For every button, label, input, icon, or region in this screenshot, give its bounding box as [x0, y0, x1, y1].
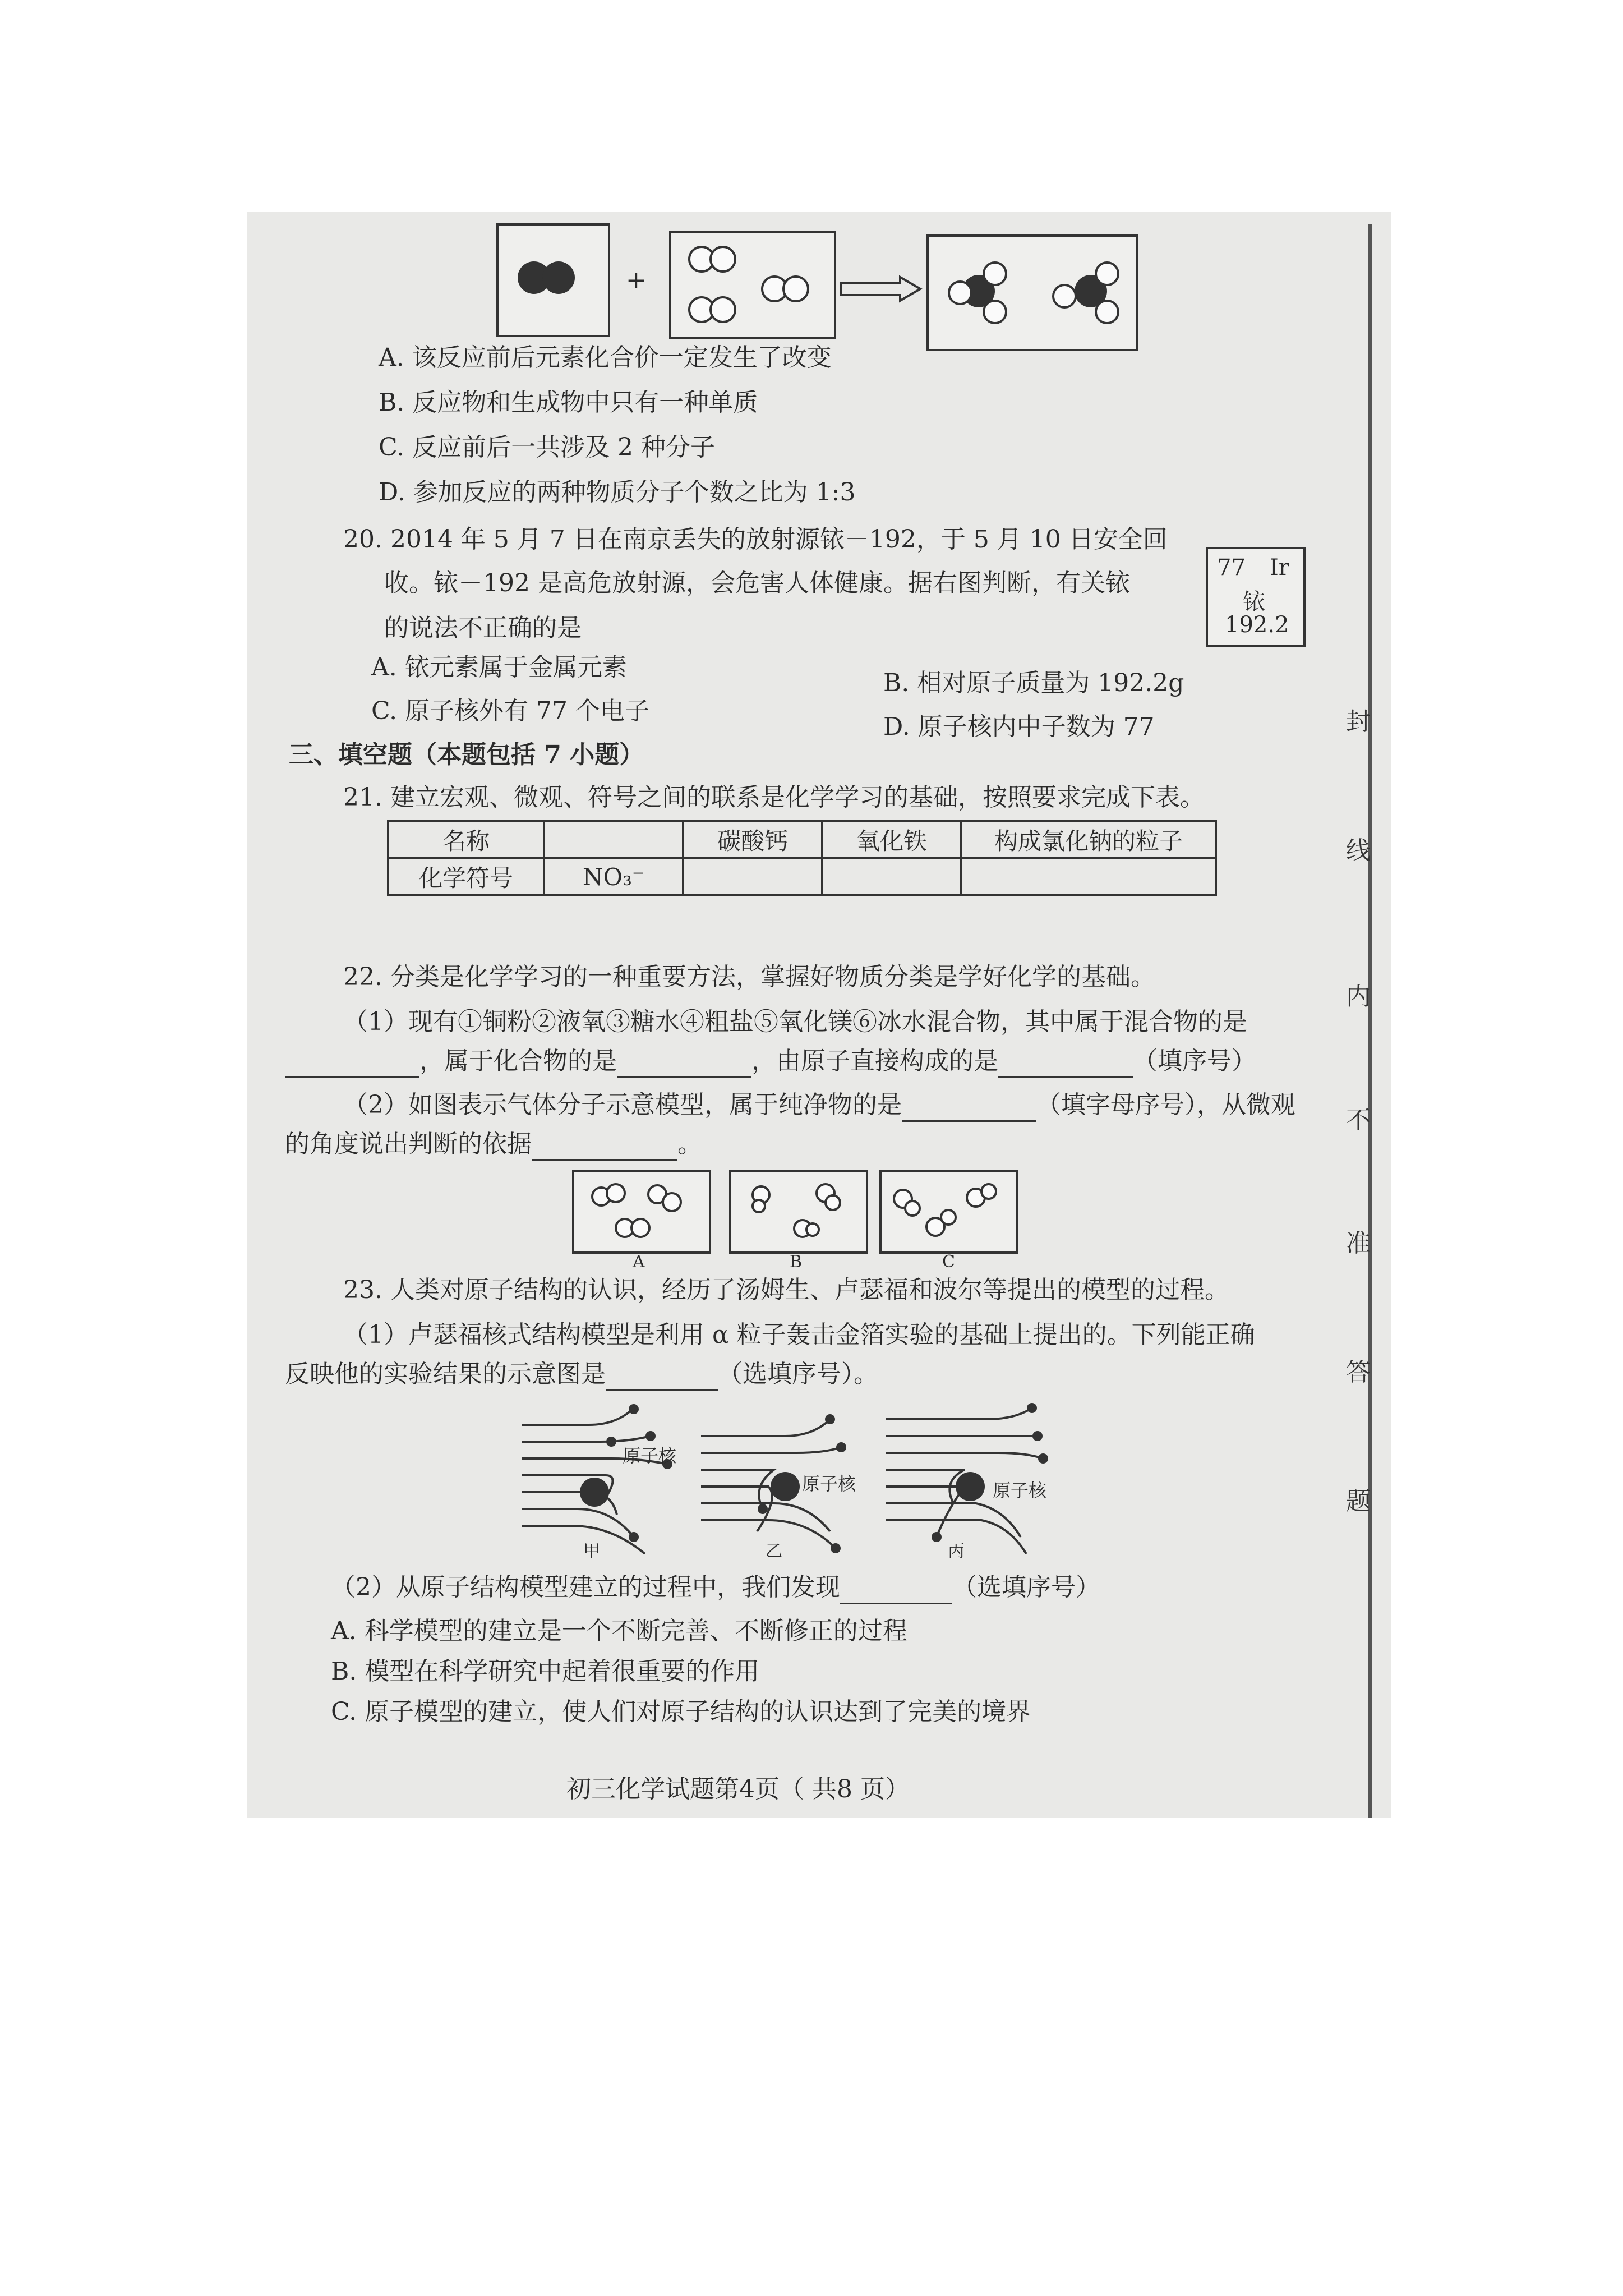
q23-part1-line2 — [285, 1358, 878, 1391]
scattering-diagram-bing — [886, 1397, 1054, 1554]
q23-option-c: C. 原子模型的建立，使人们对原子结构的认识达到了完美的境界 — [331, 1697, 1031, 1726]
q21-text: 21. 建立宏观、微观、符号之间的联系是化学学习的基础，按照要求完成下表。 — [343, 783, 1205, 812]
table-cell: 碳酸钙 — [683, 821, 822, 858]
reactant-box-2 — [669, 231, 836, 339]
table-cell: 氧化铁 — [822, 821, 961, 858]
q20-option-b: B. 相对原子质量为 192.2g — [883, 669, 1184, 697]
margin-char: 准 — [1346, 1229, 1371, 1258]
white-atom — [824, 1194, 841, 1211]
q20-option-c: C. 原子核外有 77 个电子 — [371, 697, 650, 725]
table-cell — [961, 858, 1216, 895]
white-atom — [630, 1218, 651, 1238]
reactant-box-1 — [496, 223, 610, 337]
product-box — [926, 234, 1138, 351]
answer-blank[interactable] — [606, 1367, 718, 1391]
q22-part1-b: ，属于化合物的是 — [419, 1047, 617, 1075]
q20-line3: 的说法不正确的是 — [384, 614, 582, 642]
white-atom — [662, 1192, 682, 1212]
answer-blank[interactable] — [617, 1054, 751, 1078]
q20-option-d: D. 原子核内中子数为 77 — [883, 712, 1155, 741]
q22-part1-line — [285, 1045, 1256, 1078]
model-label-a: A — [633, 1252, 645, 1272]
q20-option-a: A. 铱元素属于金属元素 — [371, 653, 627, 682]
plus-sign: + — [626, 266, 647, 295]
q23-part2-line — [331, 1571, 1100, 1604]
q23-part1-a: （1）卢瑟福核式结构模型是利用 α 粒子轰击金箔实验的基础上提出的。下列能正确 — [343, 1320, 1255, 1349]
answer-blank[interactable] — [840, 1580, 952, 1604]
arrow-icon — [838, 275, 923, 303]
white-atom — [983, 300, 1007, 324]
q22-part1-c: ，由原子直接构成的是 — [751, 1047, 998, 1075]
atomic-mass: 192.2 — [1225, 612, 1289, 638]
gas-model-b — [729, 1170, 868, 1254]
q19-option-b: B. 反应物和生成物中只有一种单质 — [379, 388, 758, 417]
white-atom — [983, 261, 1007, 286]
table-cell — [683, 858, 822, 895]
white-atom — [782, 275, 809, 302]
table-cell: 名称 — [388, 821, 544, 858]
q23-part1-c: （选填序号）。 — [718, 1360, 878, 1388]
white-atom — [709, 246, 736, 273]
q22-text: 22. 分类是化学学习的一种重要方法，掌握好物质分类是学好化学的基础。 — [343, 963, 1155, 991]
q19-option-d: D. 参加反应的两种物质分子个数之比为 1:3 — [379, 478, 856, 507]
margin-char: 答 — [1346, 1358, 1371, 1387]
scattering-diagram-jia — [522, 1402, 684, 1554]
table-row — [388, 858, 1216, 895]
q22-part2-line1 — [343, 1088, 1295, 1122]
white-atom — [805, 1222, 820, 1237]
iridium-element-card — [1206, 547, 1306, 647]
model-label-c: C — [942, 1252, 955, 1272]
q22-part2-c: 的角度说出判断的依据 — [285, 1130, 532, 1158]
white-atom — [948, 280, 972, 305]
table-cell: 构成氯化钠的粒子 — [961, 821, 1216, 858]
diagram-label-yi: 乙 — [766, 1542, 782, 1561]
table-cell — [822, 858, 961, 895]
nucleus-label-bing: 原子核 — [993, 1480, 1047, 1501]
white-atom — [751, 1199, 766, 1213]
element-name: 铱 — [1243, 589, 1265, 615]
page-footer: 初三化学试题第4页（ 共8 页） — [566, 1775, 910, 1803]
white-atom — [1052, 284, 1077, 309]
white-atom — [940, 1209, 957, 1226]
q23-option-b: B. 模型在科学研究中起着很重要的作用 — [331, 1657, 760, 1686]
table-cell: 化学符号 — [388, 858, 544, 895]
white-atom — [709, 296, 736, 323]
answer-blank[interactable] — [998, 1054, 1133, 1078]
q22-part2-a: （2）如图表示气体分子示意模型，属于纯净物的是 — [343, 1091, 902, 1119]
q23-part1-b: 反映他的实验结果的示意图是 — [285, 1360, 606, 1388]
answer-blank[interactable] — [902, 1098, 1036, 1122]
q22-part1-d: （填序号） — [1133, 1047, 1256, 1075]
margin-char: 不 — [1346, 1106, 1371, 1134]
q23-part2-b: （选填序号） — [952, 1573, 1100, 1602]
white-atom — [1095, 261, 1119, 286]
gas-model-a — [572, 1170, 711, 1254]
q20-line2: 收。铱－192 是高危放射源，会危害人体健康。据右图判断，有关铱 — [384, 569, 1130, 597]
table-cell — [544, 821, 683, 858]
diagram-label-bing: 丙 — [948, 1542, 965, 1561]
q22-part2-line2 — [285, 1128, 702, 1161]
white-atom — [606, 1183, 626, 1203]
q20-line1: 20. 2014 年 5 月 7 日在南京丢失的放射源铱－192，于 5 月 10 日安全回 — [343, 525, 1168, 554]
dark-atom — [542, 261, 575, 294]
section-title: 三、填空题（本题包括 7 小题） — [289, 740, 644, 769]
diagram-label-jia: 甲 — [583, 1542, 600, 1561]
margin-char: 题 — [1346, 1487, 1371, 1516]
q23-text: 23. 人类对原子结构的认识，经历了汤姆生、卢瑟福和波尔等提出的模型的过程。 — [343, 1276, 1229, 1304]
q19-option-a: A. 该反应前后元素化合价一定发生了改变 — [379, 343, 832, 372]
nucleus-label-yi: 原子核 — [802, 1473, 856, 1494]
q22-part2-b: （填字母序号），从微观 — [1036, 1091, 1295, 1119]
q19-option-c: C. 反应前后一共涉及 2 种分子 — [379, 433, 716, 462]
q22-part1-a: （1）现有①铜粉②液氧③糖水④粗盐⑤氧化镁⑥冰水混合物，其中属于混合物的是 — [343, 1007, 1247, 1036]
q22-part2-d: 。 — [677, 1130, 702, 1158]
white-atom — [904, 1200, 921, 1217]
margin-char: 线 — [1346, 836, 1371, 865]
nucleus-label-jia: 原子核 — [623, 1445, 677, 1466]
element-symbol: Ir — [1270, 555, 1289, 581]
q23-option-a: A. 科学模型的建立是一个不断完善、不断修正的过程 — [331, 1617, 907, 1645]
binding-line — [1368, 224, 1372, 1818]
white-atom — [1095, 300, 1119, 324]
margin-char: 封 — [1346, 707, 1371, 736]
white-atom — [980, 1183, 997, 1200]
margin-char: 内 — [1346, 982, 1371, 1011]
table-cell: NO₃⁻ — [544, 858, 683, 895]
answer-blank[interactable] — [285, 1054, 419, 1078]
q23-part2-a: （2）从原子结构模型建立的过程中，我们发现 — [331, 1573, 840, 1602]
q21-table — [387, 820, 1217, 896]
gas-model-c — [879, 1170, 1018, 1254]
table-row — [388, 821, 1216, 858]
atomic-number: 77 — [1217, 555, 1246, 581]
model-label-b: B — [790, 1252, 803, 1272]
answer-blank[interactable] — [532, 1137, 677, 1161]
